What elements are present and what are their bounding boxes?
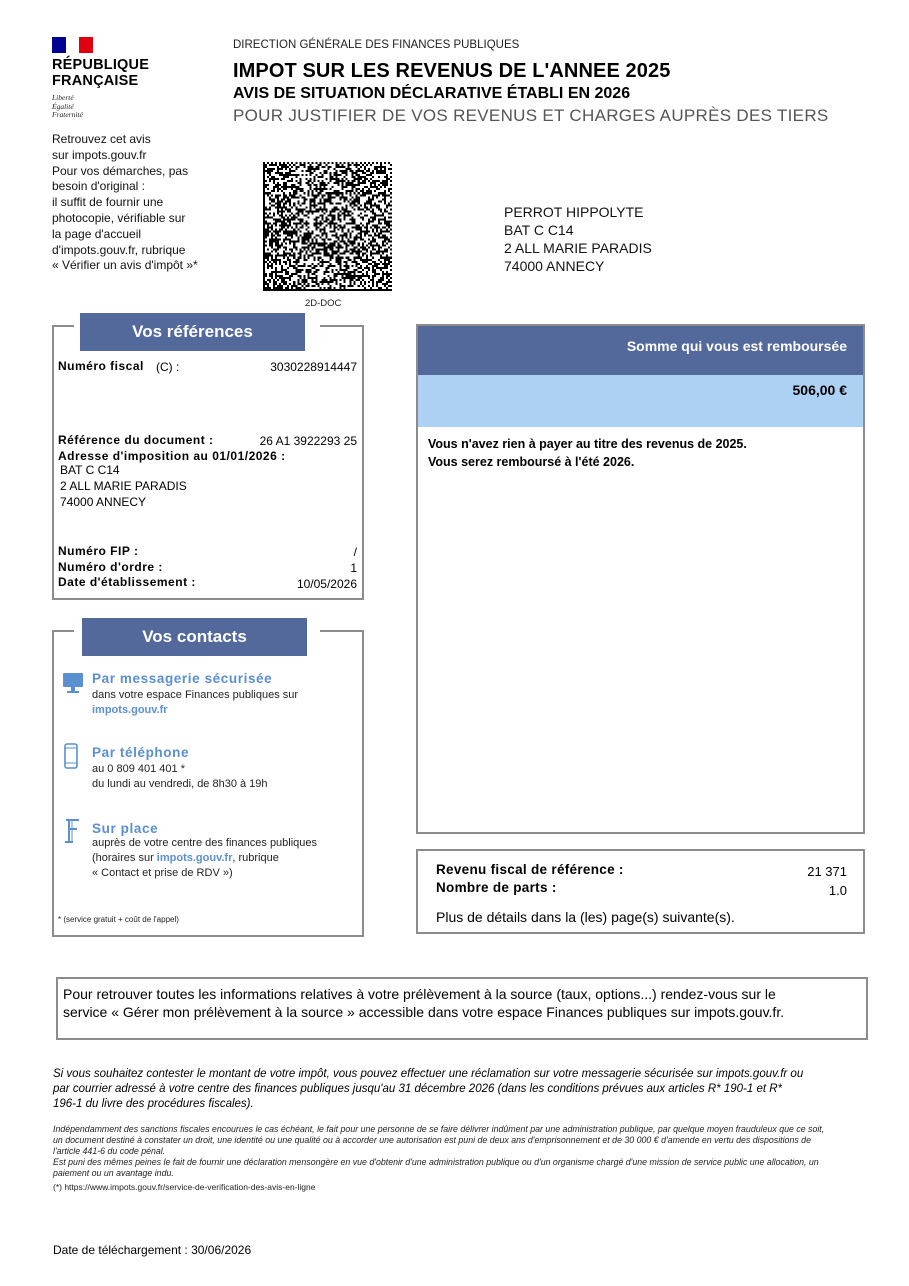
telephone-title: Par téléphone — [92, 745, 190, 760]
barcode-label: 2D-DOC — [305, 298, 342, 309]
ref-doc-value: 26 A1 3922293 25 — [259, 434, 357, 448]
recipient-line: BAT C C14 — [504, 222, 574, 238]
parts-label: Nombre de parts : — [436, 880, 557, 895]
sur-place-title: Sur place — [92, 821, 159, 836]
adresse-value: BAT C C14 2 ALL MARIE PARADIS 74000 ANNECY — [60, 463, 187, 509]
download-date: Date de téléchargement : 30/06/2026 — [53, 1243, 252, 1257]
fip-label: Numéro FIP : — [58, 544, 139, 558]
info-text: Retrouvez cet avis sur impots.gouv.fr Pour vos démarches, pas besoin d'original : il suffit de fournir une photocopie, vérifiable sur la page d'accueil d'impots.gouv.fr, rubrique « Vérifier un avis d'impôt »* — [52, 132, 198, 273]
rfr-value: 21 371 — [807, 864, 847, 879]
recipient-name: PERROT HIPPOLYTE — [504, 204, 644, 220]
recipient-line: 2 ALL MARIE PARADIS — [504, 240, 652, 256]
date-label: Date d'établissement : — [58, 575, 196, 589]
prelevement-text: Pour retrouver toutes les informations relatives à votre prélèvement à la source (taux, options...) rendez-vous sur le service « Gérer mon prélèvement à la source » accessible dans votre espace Finances publiques sur impots.gouv.fr. — [63, 986, 785, 1020]
page-subtitle: AVIS DE SITUATION DÉCLARATIVE ÉTABLI EN 2026 — [233, 85, 631, 102]
sur-place-text: auprès de votre centre des finances publiques (horaires sur impots.gouv.fr, rubrique « Contact et prise de RDV ») — [92, 837, 318, 879]
verification-url: (*) https://www.impots.gouv.fr/service-de-verification-des-avis-en-ligne — [53, 1182, 316, 1192]
refund-message: Vous n'avez rien à payer au titre des revenus de 2025. Vous serez remboursé à l'été 2026. — [428, 437, 747, 469]
messagerie-text: dans votre espace Finances publiques sur impots.gouv.fr — [92, 689, 299, 716]
contacts-footnote: * (service gratuit + coût de l'appel) — [58, 915, 179, 924]
ordre-value: 1 — [350, 561, 357, 575]
republique-francaise-logo: RÉPUBLIQUE FRANÇAISE — [52, 57, 150, 89]
contest-notice: Si vous souhaitez contester le montant de votre impôt, vous pouvez effectuer une réclamation sur votre messagerie sécurisée sur impots.gouv.fr ou par courrier adressé à votre centre des finances publiques jusqu'au 31 décembre 2026 (dans les conditions prévues aux articles R* 190-1 et R* 196-1 du livre des procédures fiscales). — [53, 1068, 804, 1110]
motto: Liberté Égalité Fraternité — [52, 93, 83, 119]
numero-fiscal-label: Numéro fiscal — [58, 359, 144, 373]
numero-fiscal-value: 3030228914447 — [270, 360, 357, 374]
recipient-address — [504, 203, 652, 275]
details-note: Plus de détails dans la (les) page(s) suivante(s). — [436, 909, 735, 925]
refund-heading-bar — [418, 326, 863, 375]
ordre-label: Numéro d'ordre : — [58, 560, 163, 574]
phone-icon — [64, 743, 78, 769]
adresse-label: Adresse d'imposition au 01/01/2026 : — [58, 449, 286, 463]
fip-value: / — [353, 545, 357, 559]
french-flag-icon — [52, 37, 93, 53]
parts-value: 1.0 — [828, 883, 847, 898]
sanctions-notice: Indépendamment des sanctions fiscales encourues le cas échéant, le fait pour une personne de se faire délivrer indûment par une administration publique, par quelque moyen frauduleux que ce soit, un document destiné à constater un droit, une identité ou une qualité ou à accorder une autorisation est puni de deux ans d'emprisonnement et de 30 000 € d'amende en vertu des dispositions de l'article 441-6 du code pénal. Est puni des mêmes peines le fait de fournir une déclaration mensongère en vue d'obtenir d'une administration publique ou d'un organisme chargé d'une mission de service public une allocation, un paiement ou un avantage indu. — [53, 1124, 825, 1178]
ref-doc-label: Référence du document : — [58, 433, 214, 447]
contacts-heading: Vos contacts — [82, 618, 307, 656]
date-value: 10/05/2026 — [296, 577, 357, 591]
refund-amount: 506,00 € — [792, 382, 847, 398]
numero-fiscal-suffix: (C) : — [156, 360, 180, 374]
refund-amount-bar — [418, 375, 863, 427]
impots-link[interactable]: impots.gouv.fr — [92, 704, 168, 716]
telephone-text: au 0 809 401 401 * du lundi au vendredi, de 8h30 à 19h — [92, 763, 268, 790]
references-heading: Vos références — [80, 313, 305, 351]
rfr-label: Revenu fiscal de référence : — [436, 862, 624, 877]
page-title: IMPOT SUR LES REVENUS DE L'ANNEE 2025 — [233, 60, 671, 82]
2d-doc-barcode — [263, 162, 392, 291]
computer-icon — [62, 672, 84, 694]
page-subtitle-2: POUR JUSTIFIER DE VOS REVENUS ET CHARGES AUPRÈS DES TIERS — [233, 106, 829, 125]
refund-heading: Somme qui vous est remboursée — [626, 338, 847, 354]
finances-publiques-icon — [62, 817, 82, 845]
recipient-line: 74000 ANNECY — [504, 258, 605, 274]
dgfip-label: DIRECTION GÉNÉRALE DES FINANCES PUBLIQUES — [233, 39, 520, 51]
messagerie-title: Par messagerie sécurisée — [92, 671, 273, 686]
impots-link[interactable]: impots.gouv.fr — [156, 852, 233, 864]
